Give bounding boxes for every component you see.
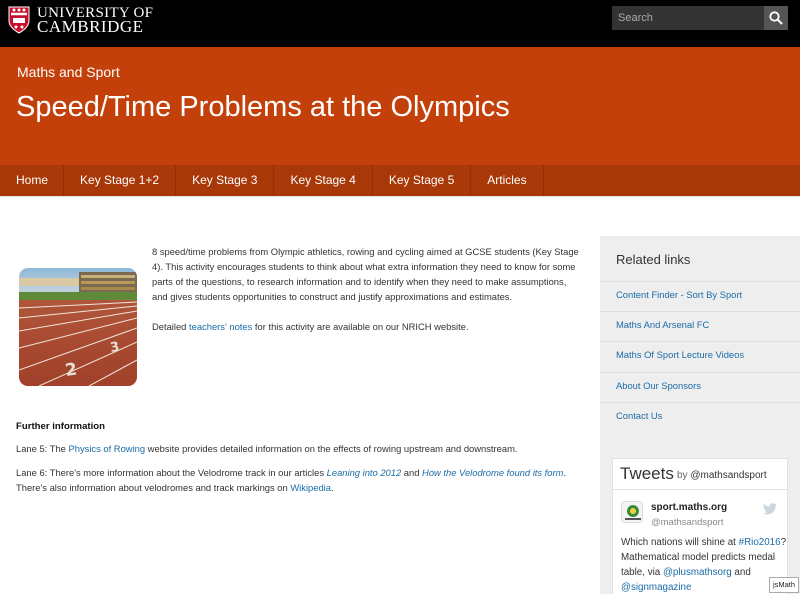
related-links-heading: Related links: [616, 252, 691, 267]
related-link-arsenal[interactable]: Maths And Arsenal FC: [600, 312, 800, 343]
leaning-into-2012-text: Leaning into 2012: [326, 467, 402, 478]
section-title[interactable]: Maths and Sport: [17, 64, 120, 80]
velodrome-form-link[interactable]: [422, 467, 563, 478]
lane6-end: .: [330, 482, 334, 493]
tweet-text-b: ? Mathematical model predicts medal table, via: [621, 537, 787, 578]
logo-line2: CAMBRIDGE: [37, 17, 144, 36]
teachers-notes-paragraph: [152, 321, 582, 332]
related-link-contact[interactable]: Contact Us: [616, 410, 663, 421]
detail-suffix: for this activity are available on our NRICH website.: [252, 321, 469, 332]
nav-key-stage-1-2[interactable]: Key Stage 1+2: [64, 165, 176, 196]
cambridge-logo[interactable]: [8, 6, 153, 34]
main-nav: [0, 165, 800, 196]
page-banner: [0, 47, 800, 165]
search-icon: [769, 11, 783, 25]
logo-text: [37, 6, 153, 34]
related-link-lecture-videos[interactable]: Maths Of Sport Lecture Videos: [600, 342, 800, 373]
jsmath-badge[interactable]: jsMath: [769, 577, 799, 593]
lane5-prefix: Lane 5: The: [16, 443, 69, 454]
related-link-sponsors[interactable]: About Our Sponsors: [600, 373, 800, 404]
track-illustration: [19, 268, 137, 386]
detail-prefix: Detailed: [152, 321, 190, 332]
running-track-image: [19, 268, 137, 386]
nav-articles[interactable]: Articles: [471, 165, 543, 196]
tweets-by-handle[interactable]: @mathsandsport: [690, 470, 767, 481]
lane5-paragraph: [16, 443, 576, 454]
related-links-list: [600, 281, 800, 434]
tweet-mention-sign[interactable]: @signmagazine: [621, 582, 692, 593]
lane5-suffix: website provides detailed information on the effects of rowing upstream and downstream.: [145, 443, 518, 454]
tweet-hashtag[interactable]: #Rio2016: [738, 537, 781, 548]
top-bar: [0, 0, 800, 47]
twitter-widget: [612, 458, 788, 594]
lane6-and: and: [401, 467, 423, 478]
avatar-icon: [622, 502, 643, 523]
lane6-paragraph: [16, 465, 576, 495]
teachers-notes-link[interactable]: teachers' notes: [189, 321, 253, 332]
logo-line1: UNIVERSITY OF: [37, 5, 154, 21]
crest-icon: [8, 6, 30, 34]
nav-key-stage-4[interactable]: Key Stage 4: [274, 165, 372, 196]
svg-text:2: 2: [63, 359, 79, 381]
lane6-mid: . There's also information about velodromes and track markings on: [16, 467, 567, 493]
intro-paragraph: 8 speed/time problems from Olympic athletics, rowing and cycling aimed at GCSE students (Key Stage 4). This activity encourages students to think about what extra information they need to know for some parts of the questions, to research information and to identify when they need to make assumptions, and gives students opportunities to construct and justify approximations and estimates.: [152, 246, 579, 302]
tweets-divider: [613, 489, 788, 490]
lane6-prefix: Lane 6: There's more information about the Velodrome track in our articles: [16, 467, 327, 478]
tweet-author-handle[interactable]: @mathsandsport: [651, 517, 724, 528]
tweets-heading: Tweets: [620, 464, 674, 483]
nav-key-stage-3[interactable]: Key Stage 3: [176, 165, 274, 196]
twitter-bird-icon[interactable]: [763, 503, 777, 515]
wikipedia-link[interactable]: Wikipedia: [290, 482, 331, 493]
related-link-content-finder[interactable]: Content Finder - Sort By Sport: [600, 281, 800, 312]
nav-key-stage-5[interactable]: Key Stage 5: [373, 165, 471, 196]
search-button[interactable]: [764, 6, 788, 30]
tweet-text: [621, 535, 788, 594]
velodrome-form-text: How the Velodrome found its form: [422, 467, 564, 478]
tweets-by-prefix: by: [677, 470, 691, 481]
physics-of-rowing-link[interactable]: Physics of Rowing: [68, 443, 146, 454]
tweets-by: [677, 470, 767, 481]
search-box: [612, 6, 788, 30]
nav-home[interactable]: Home: [0, 165, 64, 196]
svg-text:3: 3: [109, 339, 121, 356]
further-information-heading: Further information: [16, 421, 106, 432]
avatar[interactable]: [621, 501, 643, 523]
tweet-text-a: Which nations will shine at: [621, 537, 739, 548]
tweet-text-c: and: [731, 567, 751, 578]
search-input[interactable]: [612, 6, 764, 30]
leaning-into-2012-link[interactable]: [327, 467, 402, 478]
tweet-author-name[interactable]: sport.maths.org: [651, 502, 728, 513]
tweet-mention-plus[interactable]: @plusmathsorg: [662, 567, 732, 578]
page-title: Speed/Time Problems at the Olympics: [16, 91, 510, 123]
divider: [0, 196, 800, 197]
